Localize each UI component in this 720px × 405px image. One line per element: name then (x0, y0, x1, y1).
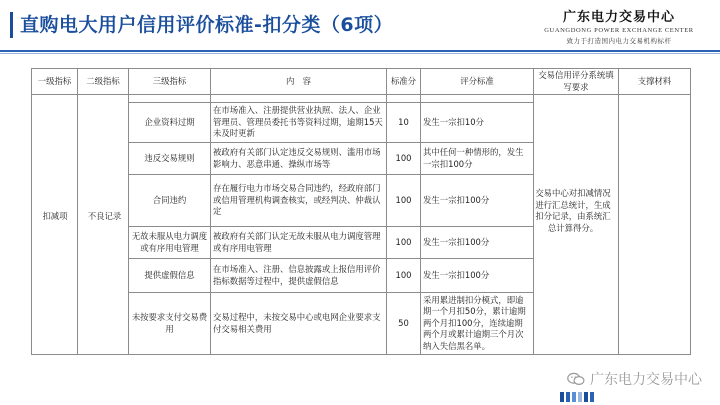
row-score: 100 (387, 175, 421, 227)
row-content: 存在履行电力市场交易合同违约，经政府部门或信用管理机构调查核实，或经判决、仲裁认定 (211, 175, 387, 227)
header-divider (0, 50, 720, 52)
system-requirement-text: 交易中心对扣减情况进行汇总统计，生成扣分记录，由系统汇总计算得分。 (535, 188, 611, 233)
header-score: 标准分 (387, 69, 421, 95)
logo-chinese-name: 广东电力交易中心 (562, 10, 675, 25)
header-divider-thin (0, 53, 720, 54)
row-standard: 发生一宗扣100分 (421, 175, 534, 227)
header-content: 内 容 (211, 69, 387, 95)
level1-label: 扣减项 (42, 211, 68, 221)
header-level1: 一级指标 (32, 69, 78, 95)
row-standard: 发生一宗扣10分 (421, 103, 534, 143)
slide-title: 直购电大用户信用评价标准-扣分类（6项） (20, 14, 394, 36)
slide-header (0, 0, 720, 52)
row-score: 100 (387, 259, 421, 293)
watermark-text: 广东电力交易中心 (590, 372, 702, 388)
row-standard: 发生一宗扣100分 (421, 227, 534, 259)
header-support-material: 支撑材料 (619, 69, 691, 95)
row-indicator: 合同违约 (129, 175, 211, 227)
row-content: 被政府有关部门认定无故未服从电力调度管理或有序用电管理 (211, 227, 387, 259)
table-spacer-row (32, 95, 691, 103)
footer-decoration (560, 392, 594, 402)
row-score: 100 (387, 143, 421, 175)
wechat-watermark (567, 369, 702, 389)
wechat-icon (567, 372, 585, 386)
row-score: 50 (387, 293, 421, 355)
row-score: 100 (387, 227, 421, 259)
header-level3: 三级指标 (129, 69, 211, 95)
row-indicator: 无故未服从电力调度或有序用电管理 (129, 227, 211, 259)
level2-spacer (78, 95, 129, 355)
row-score: 10 (387, 103, 421, 143)
row-indicator: 提供虚假信息 (129, 259, 211, 293)
row-content: 在市场准入、注册提供营业执照、法人、企业管理员、管理员委托书等资料过期，逾期15天未及时更新 (211, 103, 387, 143)
row-indicator: 未按要求支付交易费用 (129, 293, 211, 355)
row-indicator: 违反交易规则 (129, 143, 211, 175)
row-content: 被政府有关部门认定违反交易规则、滥用市场影响力、恶意串通、操纵市场等 (211, 143, 387, 175)
row-content: 在市场准入、注册、信息披露或上报信用评价指标数据等过程中，提供虚假信息 (211, 259, 387, 293)
row-indicator: 企业资料过期 (129, 103, 211, 143)
row-content: 交易过程中，未按交易中心或电网企业要求支付交易相关费用 (211, 293, 387, 355)
organization-logo (544, 6, 694, 45)
row-standard: 发生一宗扣100分 (421, 259, 534, 293)
level2-label: 不良记录 (87, 211, 122, 221)
level1-spacer (32, 95, 78, 355)
header-system-requirement: 交易信用评分系统填写要求 (534, 69, 619, 95)
row-standard: 其中任何一种情形的，发生一宗扣100分 (421, 143, 534, 175)
table-header-row (32, 69, 691, 95)
title-accent-bar (10, 12, 13, 38)
support-material-spacer (619, 95, 691, 355)
logo-english-name: GUANGDONG POWER EXCHANGE CENTER (544, 27, 694, 34)
logo-slogan: 致力于打造国内电力交易机构标杆 (566, 37, 672, 45)
header-level2: 二级指标 (78, 69, 129, 95)
row-standard: 采用累进制扣分模式，即逾期一个月扣50分，累计逾期两个月扣100分，连续逾期两个月或累计逾期三个月次纳入失信黑名单。 (421, 293, 534, 355)
header-standard: 评分标准 (421, 69, 534, 95)
